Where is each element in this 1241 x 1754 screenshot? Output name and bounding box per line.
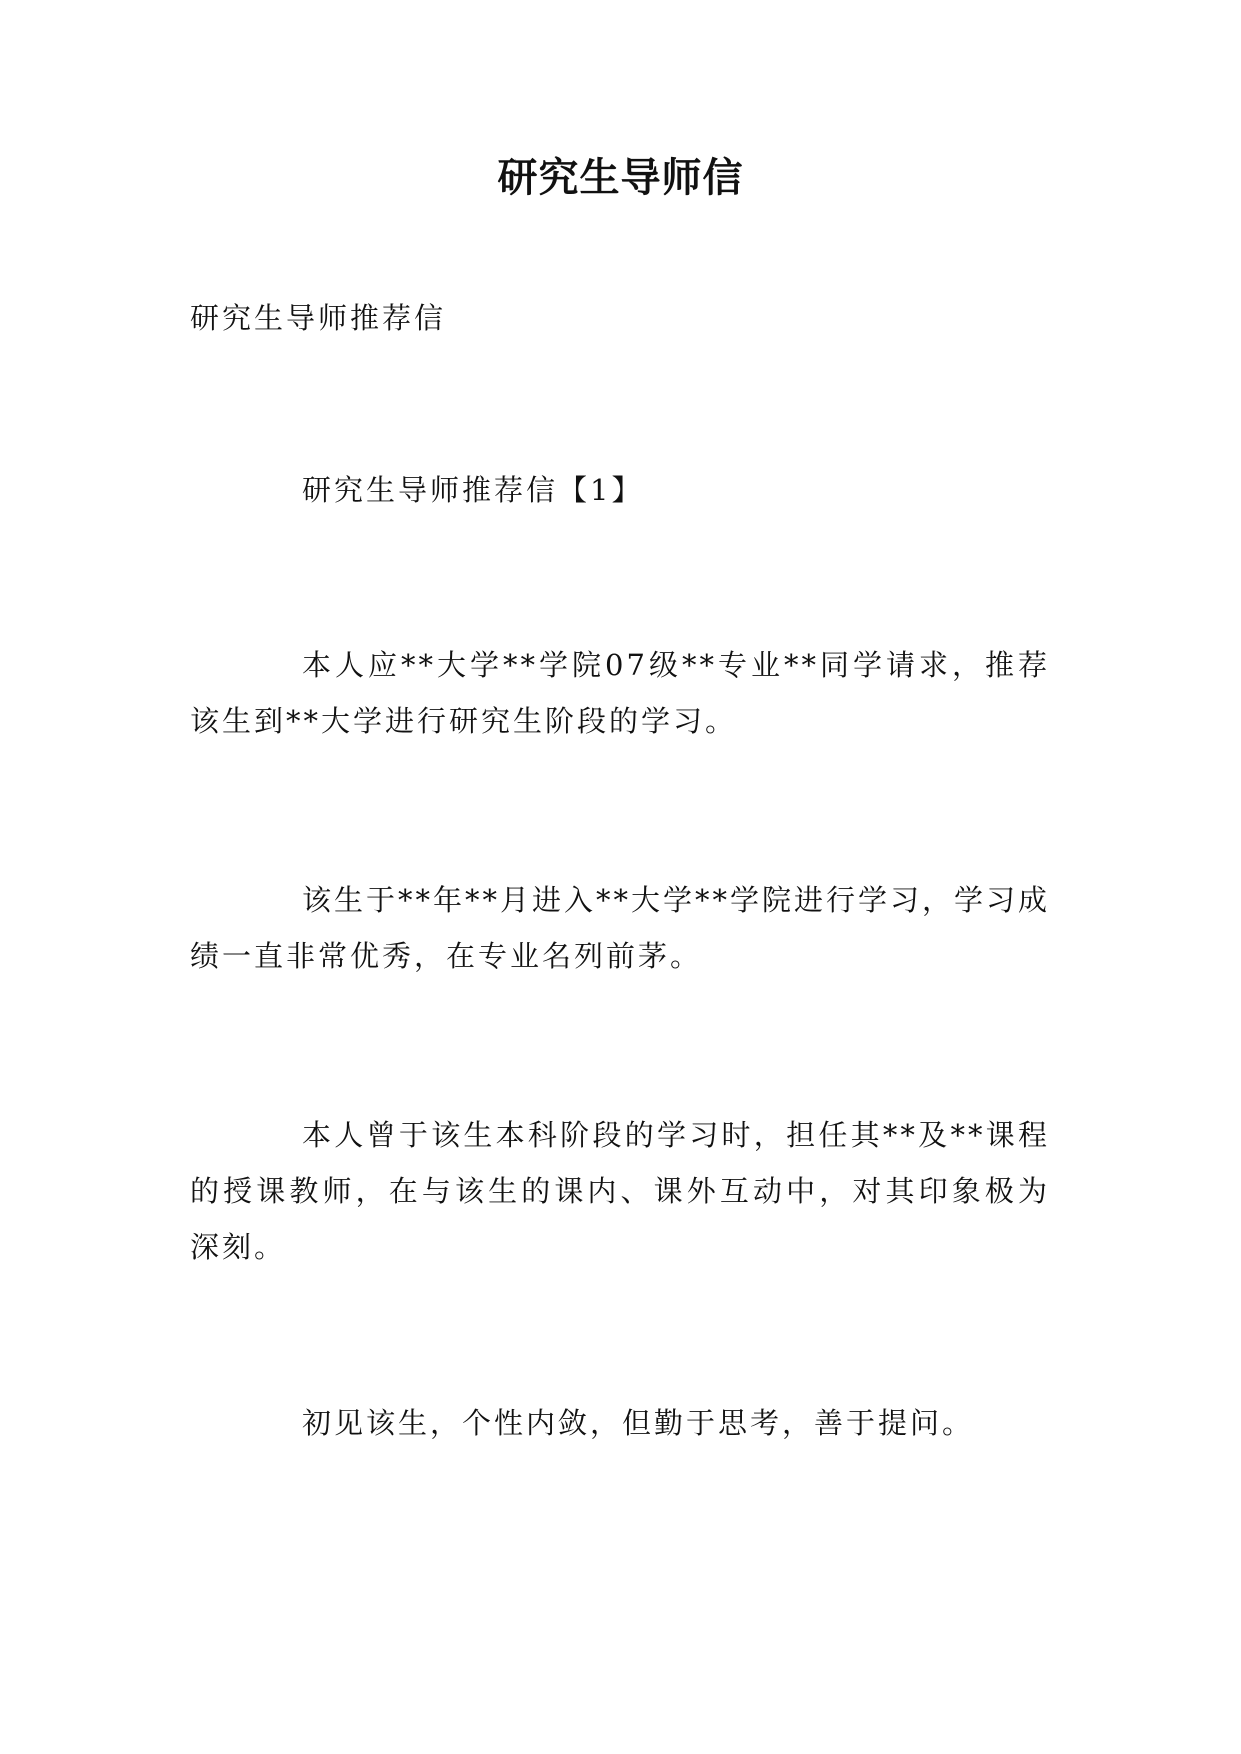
document-title: 研究生导师信 [497, 155, 744, 201]
section-heading: 研究生导师推荐信【1】 [302, 473, 644, 507]
paragraph: 本人曾于该生本科阶段的学习时，担任其**及**课程的授课教师，在与该生的课内、课外互动中，对其印象极为深刻。 [190, 1118, 1050, 1264]
paragraph: 本人应**大学**学院07级**专业**同学请求，推荐该生到**大学进行研究生阶段的学习。 [190, 648, 1050, 738]
document-subtitle: 研究生导师推荐信 [190, 301, 447, 335]
paragraph: 该生于**年**月进入**大学**学院进行学习，学习成绩一直非常优秀，在专业名列前茅。 [190, 883, 1051, 973]
paragraph: 初见该生，个性内敛，但勤于思考，善于提问。 [302, 1406, 975, 1440]
